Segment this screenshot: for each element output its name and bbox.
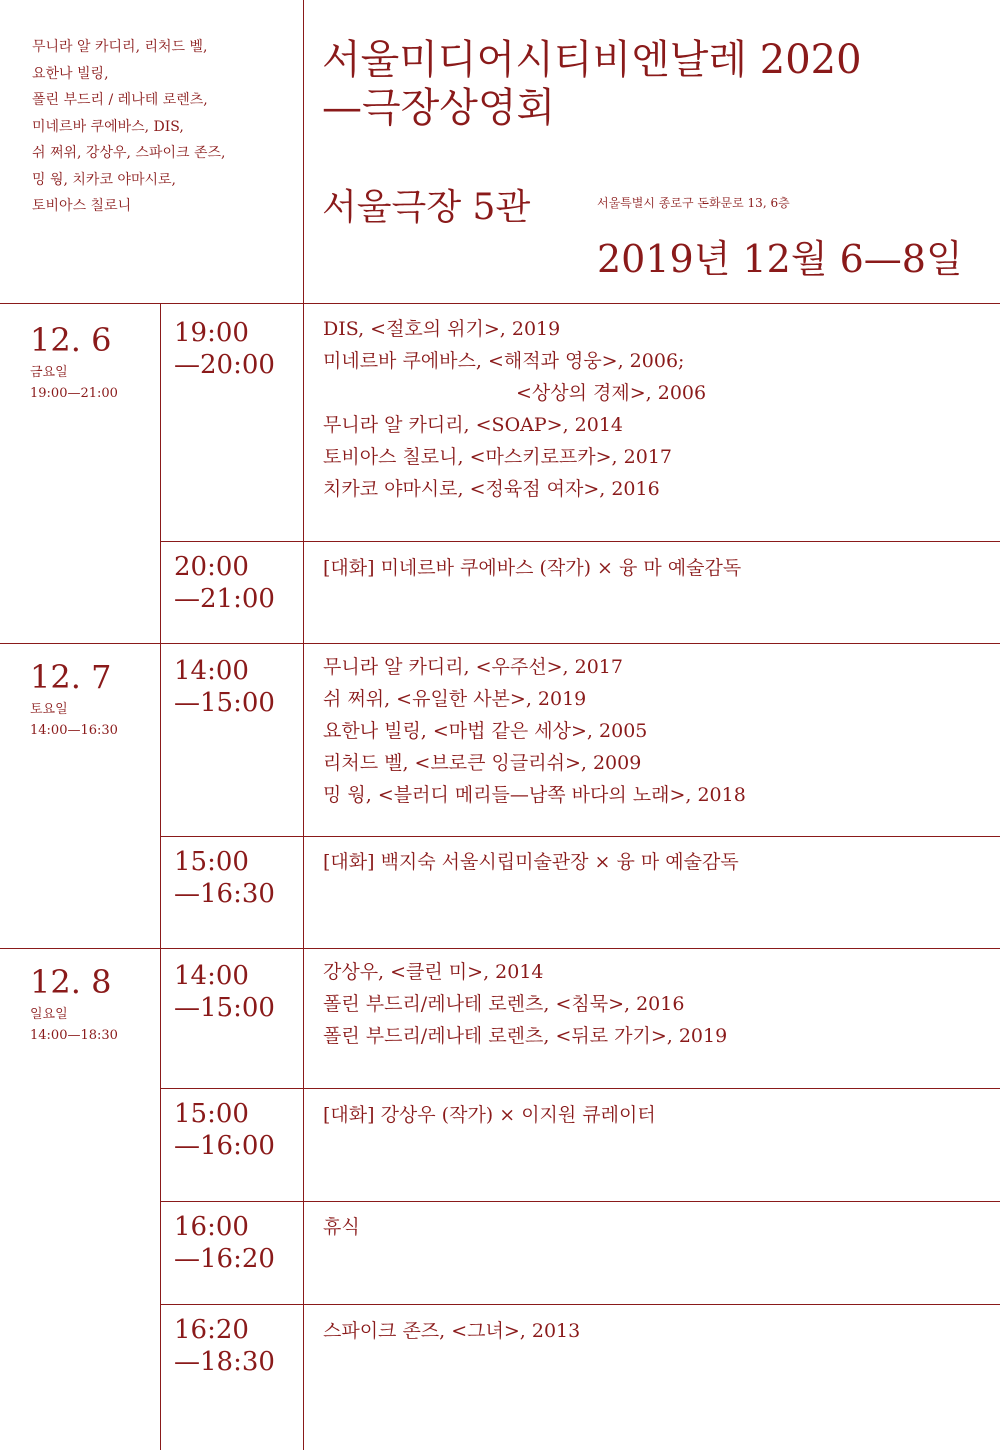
time-slot: [174, 1314, 299, 1378]
event-dates: 2019년 12월 6—8일: [597, 237, 963, 281]
day-hours: 14:00—16:30: [30, 723, 118, 738]
slot-divider: [160, 836, 1000, 837]
time-slot: [174, 960, 299, 1024]
artist-list: [32, 34, 294, 220]
program-item: 쉬 쩌위, <유일한 사본>, 2019: [323, 688, 587, 710]
artist-line: 미네르바 쿠에바스, DIS,: [32, 118, 184, 135]
program-item: [대화] 미네르바 쿠에바스 (작가) × 융 마 예술감독: [323, 557, 742, 579]
day-hours: 19:00—21:00: [30, 386, 118, 401]
artist-line: 쉬 쩌위, 강상우, 스파이크 존즈,: [32, 145, 226, 161]
day-date: 12. 8: [30, 963, 112, 1001]
venue-address: 서울특별시 종로구 돈화문로 13, 6층: [597, 196, 790, 210]
day-date: 12. 7: [30, 658, 112, 696]
program-item: 폴린 부드리/레나테 로렌츠, <뒤로 가기>, 2019: [323, 1025, 728, 1047]
date-column-divider: [160, 303, 161, 1450]
program-item: 요한나 빌링, <마법 같은 세상>, 2005: [323, 720, 648, 742]
time-column-divider: [303, 303, 304, 1450]
event-title-line2: —극장상영회: [322, 85, 556, 131]
time-slot: [174, 655, 299, 719]
program-item: 미네르바 쿠에바스, <해적과 영웅>, 2006;: [323, 350, 685, 372]
day-weekday: 일요일: [30, 1007, 68, 1022]
event-title: [322, 36, 862, 132]
program-item: DIS, <절호의 위기>, 2019: [323, 318, 561, 340]
program-item: 무니라 알 카디리, <SOAP>, 2014: [323, 414, 624, 436]
slot-divider: [160, 1201, 1000, 1202]
program-item: 강상우, <클린 미>, 2014: [323, 961, 544, 983]
artist-line: 요한나 빌링,: [32, 65, 109, 82]
program-item: 폴린 부드리/레나테 로렌츠, <침묵>, 2016: [323, 993, 685, 1015]
header-divider: [303, 0, 304, 303]
program-list: [323, 313, 983, 505]
slot-end: —21:00: [174, 584, 275, 614]
program-item: [대화] 백지숙 서울시립미술관장 × 융 마 예술감독: [323, 851, 739, 873]
program-list: [323, 846, 983, 878]
day-divider: [0, 948, 1000, 949]
slot-start: 16:20: [174, 1315, 249, 1345]
day-date: 12. 6: [30, 321, 112, 359]
slot-end: —15:00: [174, 993, 275, 1023]
artist-line: 토비아스 칠로니: [32, 198, 132, 214]
slot-start: 20:00: [174, 552, 249, 582]
artist-line: 무니라 알 카디리, 리처드 벨,: [32, 39, 208, 55]
slot-end: —16:00: [174, 1131, 275, 1161]
program-item: 밍 웡, <블러디 메리들—남쪽 바다의 노래>, 2018: [323, 784, 746, 806]
slot-divider: [160, 541, 1000, 542]
slot-end: —18:30: [174, 1347, 275, 1377]
slot-start: 14:00: [174, 656, 249, 686]
program-item: 무니라 알 카디리, <우주선>, 2017: [323, 656, 623, 678]
program-item: <상상의 경제>, 2006: [516, 382, 707, 404]
day-header: [30, 322, 155, 404]
day-divider: [0, 643, 1000, 644]
header-rule: [0, 303, 1000, 304]
program-list: [323, 651, 983, 811]
slot-start: 15:00: [174, 847, 249, 877]
slot-start: 16:00: [174, 1212, 249, 1242]
program-list: [323, 552, 983, 584]
program-item: 휴식: [323, 1216, 360, 1238]
program-list: [323, 1211, 983, 1243]
program-list: [323, 1099, 983, 1131]
slot-start: 19:00: [174, 318, 249, 348]
day-header: [30, 964, 155, 1046]
day-header: [30, 659, 155, 741]
slot-divider: [160, 1088, 1000, 1089]
slot-end: —15:00: [174, 688, 275, 718]
slot-end: —16:20: [174, 1244, 275, 1274]
time-slot: [174, 1098, 299, 1162]
slot-divider: [160, 1304, 1000, 1305]
program-item: 치카코 야마시로, <정육점 여자>, 2016: [323, 478, 660, 500]
venue-name: 서울극장 5관: [322, 187, 531, 228]
program-list: [323, 1315, 983, 1347]
slot-end: —16:30: [174, 879, 275, 909]
time-slot: [174, 317, 299, 381]
time-slot: [174, 551, 299, 615]
program-list: [323, 956, 983, 1052]
program-item: 스파이크 존즈, <그녀>, 2013: [323, 1320, 581, 1342]
day-weekday: 금요일: [30, 365, 68, 380]
slot-start: 14:00: [174, 961, 249, 991]
program-item: [대화] 강상우 (작가) × 이지원 큐레이터: [323, 1104, 656, 1126]
artist-line: 폴린 부드리 / 레나테 로렌츠,: [32, 92, 208, 108]
slot-end: —20:00: [174, 350, 275, 380]
artist-line: 밍 웡, 치카코 야마시로,: [32, 171, 176, 188]
slot-start: 15:00: [174, 1099, 249, 1129]
program-item: 리처드 벨, <브로큰 잉글리쉬>, 2009: [323, 752, 642, 774]
day-hours: 14:00—18:30: [30, 1028, 118, 1043]
time-slot: [174, 846, 299, 910]
day-weekday: 토요일: [30, 702, 68, 717]
time-slot: [174, 1211, 299, 1275]
event-title-line1: 서울미디어시티비엔날레 2020: [322, 37, 862, 83]
program-item: 토비아스 칠로니, <마스키로프카>, 2017: [323, 446, 672, 468]
